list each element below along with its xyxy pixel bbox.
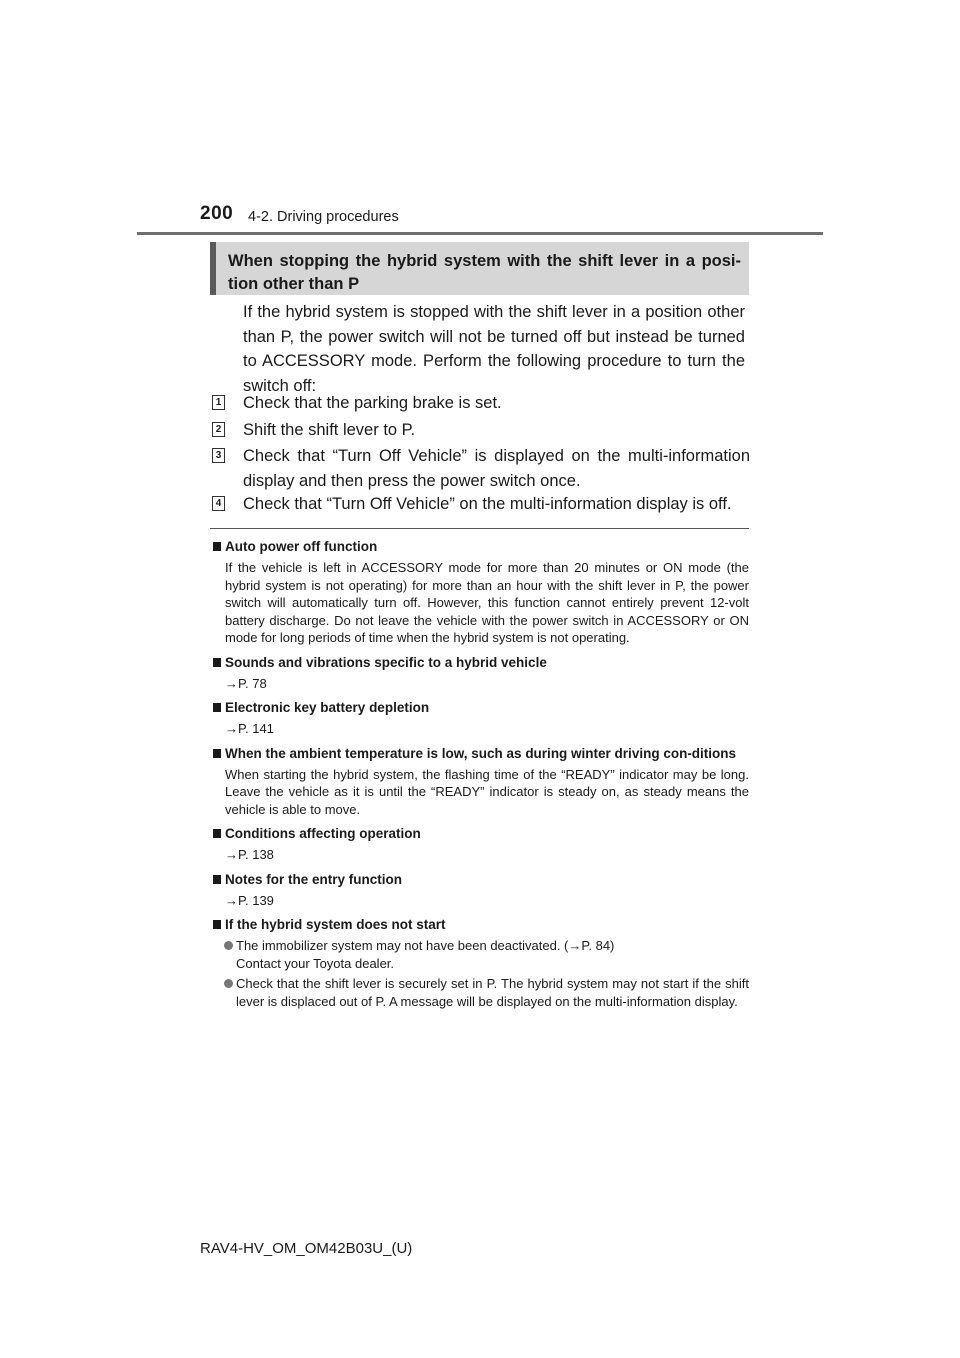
note-low-temperature bbox=[213, 745, 749, 819]
square-bullet-icon bbox=[213, 875, 221, 884]
note-title: Notes for the entry function bbox=[225, 871, 403, 887]
note-title: When the ambient temperature is low, such as during winter driving con-ditions bbox=[225, 745, 737, 761]
page-number: 200 bbox=[200, 203, 234, 224]
note-title: Conditions affecting operation bbox=[225, 826, 421, 841]
note-title: If the hybrid system does not start bbox=[225, 917, 446, 932]
step-number-badge: 1 bbox=[212, 395, 225, 410]
page-reference: →P. 139 bbox=[225, 892, 274, 908]
note-auto-power-off bbox=[213, 538, 749, 647]
step-2 bbox=[212, 418, 750, 443]
page-reference: →P. 141 bbox=[225, 721, 274, 736]
step-1 bbox=[212, 391, 750, 416]
square-bullet-icon bbox=[213, 703, 221, 712]
notes-section bbox=[213, 538, 749, 1017]
step-text: Check that “Turn Off Vehicle” on the multi-information display is off. bbox=[243, 495, 732, 513]
bullet-text: Contact your Toyota dealer. bbox=[236, 955, 395, 971]
note-title: Sounds and vibrations specific to a hybrid vehicle bbox=[225, 654, 547, 670]
document-code: RAV4-HV_OM_OM42B03U_(U) bbox=[200, 1240, 413, 1257]
note-title: Electronic key battery depletion bbox=[225, 700, 430, 715]
header-divider bbox=[137, 232, 823, 235]
list-item bbox=[213, 937, 749, 972]
square-bullet-icon bbox=[213, 542, 221, 551]
page-reference: →P. 78 bbox=[225, 675, 267, 691]
step-text: Check that “Turn Off Vehicle” is displayed on the multi-information display and then press the power switch once. bbox=[243, 447, 750, 490]
step-number-badge: 2 bbox=[212, 422, 225, 437]
list-item bbox=[213, 975, 749, 1010]
page-reference: →P. 138 bbox=[225, 847, 274, 862]
note-key-battery bbox=[213, 699, 749, 738]
square-bullet-icon bbox=[213, 749, 221, 758]
procedure-heading: When stopping the hybrid system with the shift lever in a posi-tion other than P bbox=[210, 242, 749, 295]
section-title: 4-2. Driving procedures bbox=[248, 209, 399, 225]
notes-divider bbox=[210, 528, 749, 529]
note-body: When starting the hybrid system, the flashing time of the “READY” indicator may be long. Leave the vehicle as it is until the “READY” indicator is steady on, as steady means the vehicle is able to move. bbox=[225, 766, 749, 817]
step-number-badge: 4 bbox=[212, 496, 225, 511]
note-title: Auto power off function bbox=[225, 539, 378, 554]
note-body: If the vehicle is left in ACCESSORY mode for more than 20 minutes or ON mode (the hybrid system is not operating) for more than an hour with the shift lever in P, the power switch will automatically turn off. However, this function cannot entirely prevent 12-volt battery discharge. Do not leave the vehicle with the power switch in ACCESSORY or ON mode for long periods of time when the hybrid system is not operating. bbox=[225, 560, 749, 645]
note-conditions bbox=[213, 825, 749, 864]
step-text: Shift the shift lever to P. bbox=[243, 421, 416, 439]
intro-paragraph: If the hybrid system is stopped with the shift lever in a position other than P, the power switch will not be turned off but instead be turned to ACCESSORY mode. Perform the following procedure to turn the switch off: bbox=[243, 303, 745, 395]
square-bullet-icon bbox=[213, 920, 221, 929]
note-hybrid-not-start bbox=[213, 916, 749, 1010]
round-bullet-icon bbox=[224, 941, 233, 950]
step-number-badge: 3 bbox=[212, 448, 225, 463]
note-sounds-vibrations bbox=[213, 654, 749, 693]
round-bullet-icon bbox=[224, 979, 233, 988]
note-entry-function bbox=[213, 871, 749, 910]
square-bullet-icon bbox=[213, 658, 221, 667]
step-3 bbox=[212, 444, 750, 493]
bullet-text: The immobilizer system may not have been deactivated. (→P. 84) bbox=[236, 938, 615, 953]
step-text: Check that the parking brake is set. bbox=[243, 394, 502, 412]
square-bullet-icon bbox=[213, 829, 221, 838]
step-4 bbox=[212, 492, 750, 517]
bullet-text: Check that the shift lever is securely set in P. The hybrid system may not start if the shift lever is displaced out of P. A message will be displayed on the multi-information display. bbox=[236, 976, 749, 1009]
